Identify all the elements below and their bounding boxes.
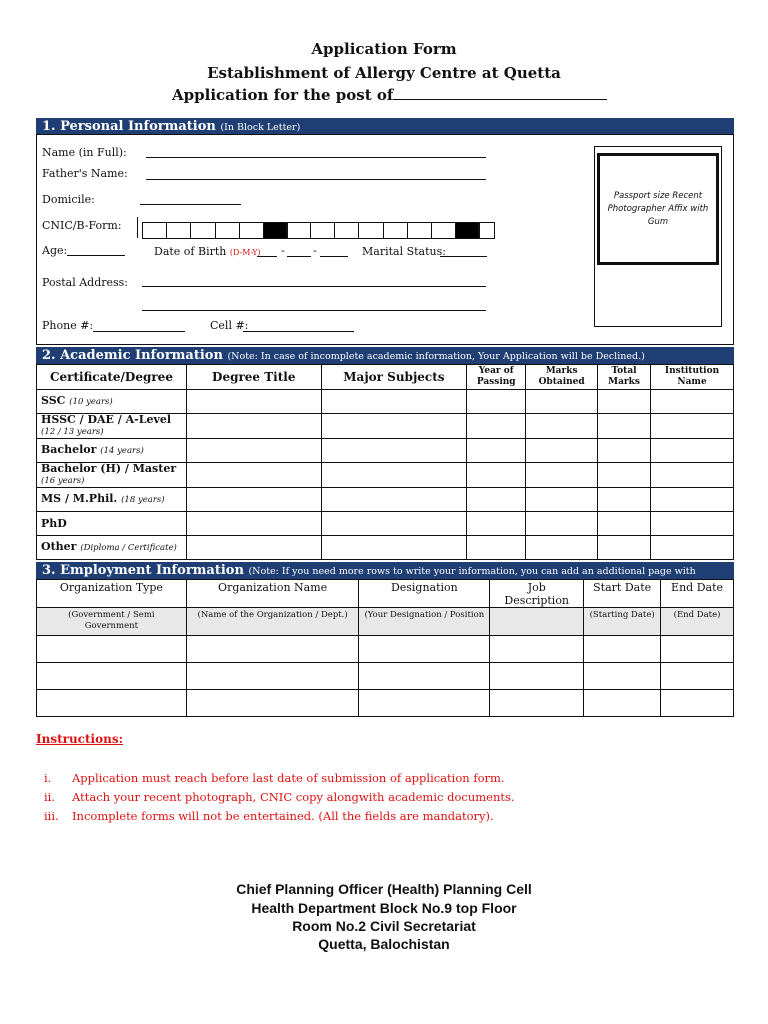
institution-cell[interactable] — [651, 390, 734, 414]
degree-duration: (Diploma / Certificate) — [80, 543, 177, 553]
table-row — [37, 390, 734, 414]
org-type-cell[interactable] — [37, 636, 187, 663]
total-marks-cell[interactable] — [598, 390, 651, 414]
photo-box[interactable] — [594, 146, 722, 327]
major-subjects-cell[interactable] — [321, 488, 467, 512]
age-field[interactable] — [67, 255, 125, 256]
column-header: Certificate/Degree — [37, 365, 187, 390]
table-row — [37, 636, 734, 663]
cnic-boxes-group3[interactable] — [478, 222, 495, 239]
degree-cell — [37, 488, 187, 512]
cell-label: Cell #: — [210, 319, 249, 332]
designation-cell[interactable] — [359, 663, 490, 690]
dob-separator-2: - — [313, 244, 317, 257]
hint-cell: (Your Designation / Position — [359, 608, 490, 636]
table-row — [37, 488, 734, 512]
cnic-boxes-group1[interactable] — [142, 222, 288, 239]
column-header: Marks Obtained — [526, 365, 598, 390]
instruction-number: ii. — [44, 790, 56, 804]
total-marks-cell[interactable] — [598, 536, 651, 560]
instruction-item — [44, 790, 515, 804]
designation-cell[interactable] — [359, 636, 490, 663]
employment-hint-row — [37, 608, 734, 636]
year-cell[interactable] — [467, 463, 526, 488]
total-marks-cell[interactable] — [598, 439, 651, 463]
dob-separator-1: - — [281, 244, 285, 257]
phone-label: Phone #: — [42, 319, 94, 332]
name-label: Name (in Full): — [42, 146, 127, 159]
major-subjects-cell[interactable] — [321, 536, 467, 560]
domicile-label: Domicile: — [42, 193, 95, 206]
year-cell[interactable] — [467, 512, 526, 536]
footer-line-4: Quetta, Balochistan — [318, 936, 450, 952]
hint-cell: (End Date) — [661, 608, 734, 636]
org-name-cell[interactable] — [186, 690, 359, 717]
marks-obtained-cell[interactable] — [526, 463, 598, 488]
end-date-cell[interactable] — [661, 636, 734, 663]
marks-obtained-cell[interactable] — [526, 512, 598, 536]
org-name-cell[interactable] — [186, 636, 359, 663]
postal-address-field-2[interactable] — [142, 310, 486, 311]
footer-line-1: Chief Planning Officer (Health) Planning Cell — [236, 881, 532, 897]
postal-address-label: Postal Address: — [42, 276, 129, 289]
academic-table — [36, 364, 734, 560]
hint-cell: (Starting Date) — [584, 608, 661, 636]
form-title: Application Form — [311, 40, 457, 58]
job-description-cell[interactable] — [490, 636, 584, 663]
employment-table — [36, 579, 734, 717]
designation-cell[interactable] — [359, 690, 490, 717]
degree-cell — [37, 512, 187, 536]
end-date-cell[interactable] — [661, 690, 734, 717]
degree-duration: (18 years) — [121, 495, 165, 505]
section-academic-note: (Note: In case of incomplete academic information, Your Application will be Declined.) — [227, 351, 645, 362]
column-header: Institution Name — [651, 365, 734, 390]
institution-cell[interactable] — [651, 439, 734, 463]
photo-instruction: Passport size Recent Photographer Affix with Gum — [597, 153, 719, 265]
degree-title-cell[interactable] — [186, 463, 321, 488]
degree-cell — [37, 414, 187, 439]
column-header: Total Marks — [598, 365, 651, 390]
year-cell[interactable] — [467, 488, 526, 512]
degree-name: Bachelor — [41, 443, 97, 456]
major-subjects-cell[interactable] — [321, 463, 467, 488]
table-row — [37, 663, 734, 690]
section-personal-note: (In Block Letter) — [220, 122, 301, 133]
section-personal-title: 1. Personal Information — [42, 119, 216, 134]
institution-cell[interactable] — [651, 488, 734, 512]
major-subjects-cell[interactable] — [321, 414, 467, 439]
column-header: Organization Type — [37, 580, 187, 608]
column-header: Degree Title — [186, 365, 321, 390]
father-name-field[interactable] — [146, 179, 486, 180]
postal-address-field-1[interactable] — [142, 286, 486, 287]
degree-name: Bachelor (H) / Master — [41, 462, 177, 475]
year-cell[interactable] — [467, 536, 526, 560]
year-cell[interactable] — [467, 414, 526, 439]
org-type-cell[interactable] — [37, 663, 187, 690]
start-date-cell[interactable] — [584, 690, 661, 717]
instruction-text: Application must reach before last date of submission of application form. — [72, 771, 505, 785]
post-field[interactable] — [393, 87, 607, 100]
marital-status-field[interactable] — [440, 256, 487, 257]
major-subjects-cell[interactable] — [321, 390, 467, 414]
institution-cell[interactable] — [651, 414, 734, 439]
marital-status-label: Marital Status: — [362, 245, 446, 258]
degree-title-cell[interactable] — [186, 439, 321, 463]
major-subjects-cell[interactable] — [321, 512, 467, 536]
section-academic-title: 2. Academic Information — [42, 348, 223, 363]
job-description-cell[interactable] — [490, 690, 584, 717]
org-type-cell[interactable] — [37, 690, 187, 717]
job-description-cell[interactable] — [490, 663, 584, 690]
table-row — [37, 512, 734, 536]
column-header: Major Subjects — [321, 365, 467, 390]
table-row — [37, 463, 734, 488]
dob-label-text: Date of Birth — [154, 245, 227, 258]
degree-duration: (10 years) — [69, 397, 113, 407]
total-marks-cell[interactable] — [598, 414, 651, 439]
degree-title-cell[interactable] — [186, 488, 321, 512]
degree-name: Other — [41, 540, 77, 553]
year-cell[interactable] — [467, 439, 526, 463]
degree-name: HSSC / DAE / A-Level — [41, 413, 172, 426]
year-cell[interactable] — [467, 390, 526, 414]
end-date-cell[interactable] — [661, 663, 734, 690]
dob-format: (D-M-Y) — [229, 248, 261, 257]
dob-month-field[interactable] — [287, 256, 311, 257]
degree-cell — [37, 390, 187, 414]
major-subjects-cell[interactable] — [321, 439, 467, 463]
column-header: Start Date — [584, 580, 661, 608]
degree-name: MS / M.Phil. — [41, 492, 118, 505]
institution-cell[interactable] — [651, 536, 734, 560]
father-name-label: Father's Name: — [42, 167, 128, 180]
instruction-text: Attach your recent photograph, CNIC copy alongwith academic documents. — [72, 790, 515, 804]
start-date-cell[interactable] — [584, 636, 661, 663]
post-line — [172, 86, 607, 104]
marks-obtained-cell[interactable] — [526, 536, 598, 560]
degree-name: SSC — [41, 394, 66, 407]
marks-obtained-cell[interactable] — [526, 488, 598, 512]
table-row — [37, 690, 734, 717]
degree-title-cell[interactable] — [186, 512, 321, 536]
age-label: Age: — [42, 244, 68, 257]
table-row — [37, 414, 734, 439]
domicile-field[interactable] — [140, 204, 241, 205]
section-employment-note: (Note: If you need more rows to write your information, you can add an additional page with — [248, 566, 696, 577]
dob-label — [154, 245, 261, 258]
academic-table-header — [37, 365, 734, 390]
phone-field[interactable] — [93, 331, 185, 332]
footer-line-2: Health Department Block No.9 top Floor — [251, 900, 517, 916]
post-label: Application for the post of — [172, 86, 394, 104]
start-date-cell[interactable] — [584, 663, 661, 690]
form-subtitle: Establishment of Allergy Centre at Quetta — [207, 64, 561, 82]
dob-year-field[interactable] — [320, 256, 348, 257]
degree-cell — [37, 439, 187, 463]
cnic-label: CNIC/B-Form: — [42, 219, 122, 232]
institution-cell[interactable] — [651, 463, 734, 488]
degree-title-cell[interactable] — [186, 414, 321, 439]
degree-duration: (16 years) — [41, 476, 85, 486]
cnic-divider — [137, 217, 138, 238]
instruction-number: iii. — [44, 809, 59, 823]
column-header: Job Description — [490, 580, 584, 608]
instruction-number: i. — [44, 771, 52, 785]
instruction-item — [44, 771, 505, 785]
employment-table-header — [37, 580, 734, 608]
degree-cell — [37, 536, 187, 560]
degree-name: PhD — [41, 517, 67, 530]
hint-cell — [490, 608, 584, 636]
degree-title-cell[interactable] — [186, 536, 321, 560]
column-header: Organization Name — [186, 580, 359, 608]
degree-duration: (14 years) — [100, 446, 144, 456]
total-marks-cell[interactable] — [598, 463, 651, 488]
degree-title-cell[interactable] — [186, 390, 321, 414]
hint-cell: (Government / Semi Government — [37, 608, 187, 636]
marks-obtained-cell[interactable] — [526, 414, 598, 439]
section-personal-header — [36, 118, 734, 135]
column-header: End Date — [661, 580, 734, 608]
marks-obtained-cell[interactable] — [526, 439, 598, 463]
institution-cell[interactable] — [651, 512, 734, 536]
instructions-heading: Instructions: — [36, 732, 124, 746]
degree-cell — [37, 463, 187, 488]
hint-cell: (Name of the Organization / Dept.) — [186, 608, 359, 636]
degree-duration: (12 / 13 years) — [41, 427, 104, 437]
dob-day-field[interactable] — [257, 256, 277, 257]
instruction-item — [44, 809, 494, 823]
total-marks-cell[interactable] — [598, 488, 651, 512]
table-row — [37, 536, 734, 560]
column-header: Year of Passing — [467, 365, 526, 390]
instruction-text: Incomplete forms will not be entertained. (All the fields are mandatory). — [72, 809, 494, 823]
footer-line-3: Room No.2 Civil Secretariat — [292, 918, 476, 934]
cnic-boxes-group2[interactable] — [286, 222, 480, 239]
cell-field[interactable] — [243, 331, 354, 332]
section-employment-title: 3. Employment Information — [42, 563, 244, 578]
table-row — [37, 439, 734, 463]
name-field[interactable] — [146, 157, 486, 158]
org-name-cell[interactable] — [186, 663, 359, 690]
column-header: Designation — [359, 580, 490, 608]
marks-obtained-cell[interactable] — [526, 390, 598, 414]
total-marks-cell[interactable] — [598, 512, 651, 536]
section-academic-header — [36, 347, 734, 364]
section-employment-header — [36, 562, 734, 579]
